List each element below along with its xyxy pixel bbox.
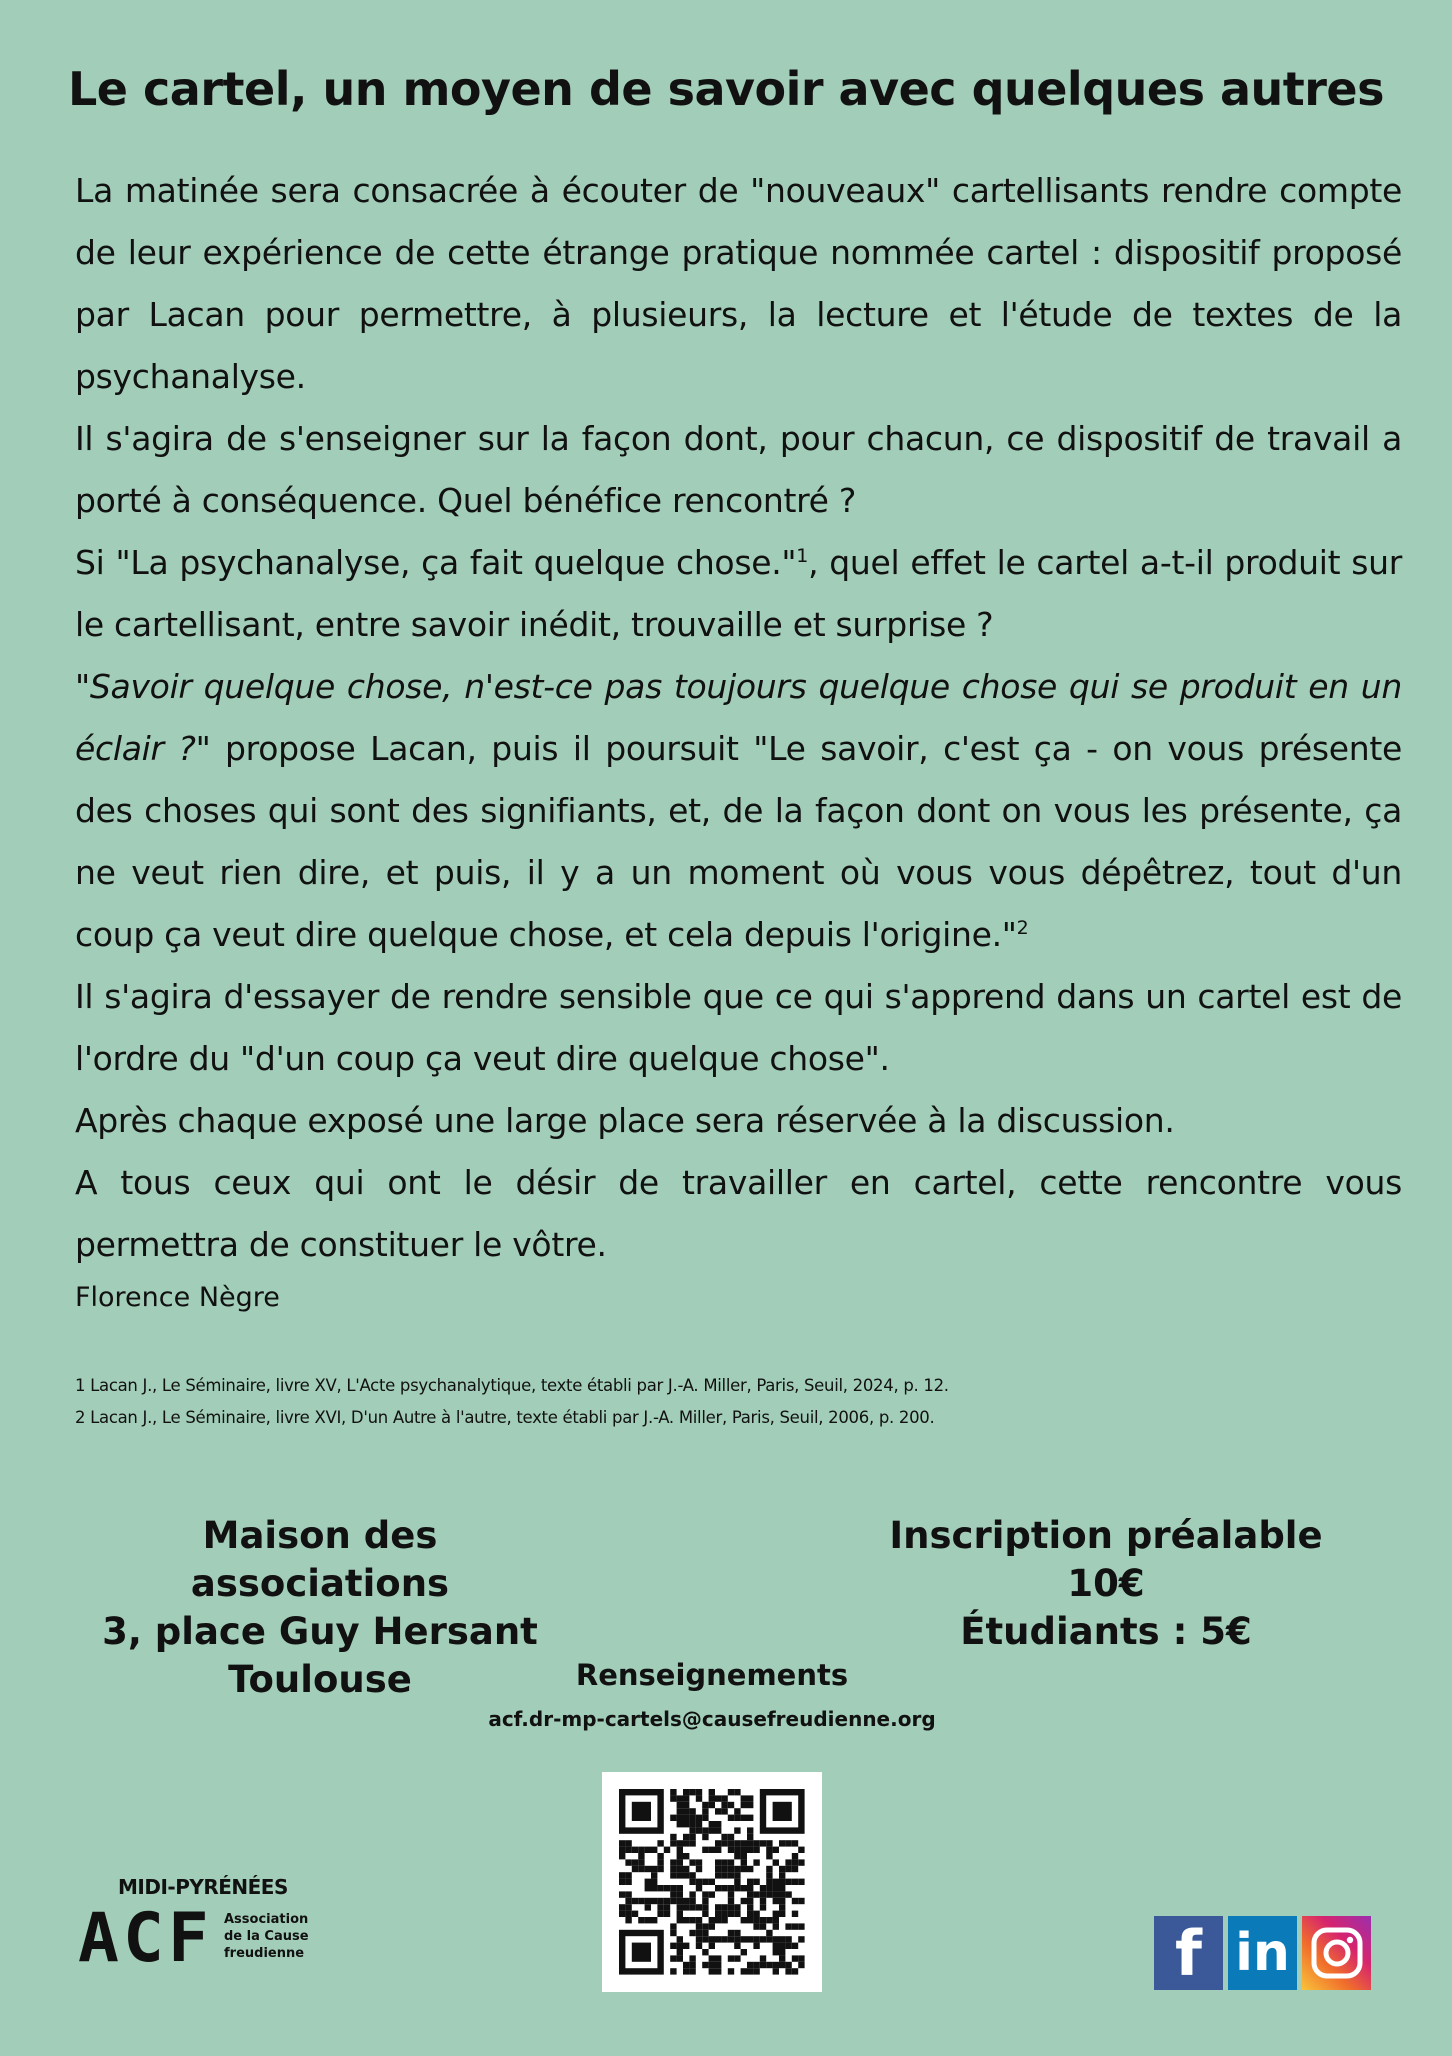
paragraph-intro: La matinée sera consacrée à écouter de "nouveaux" cartellisants rendre compte de leur expérience de cette étrange pratique nommée cartel : dispositif proposé par Lacan pour permettre, à plusieurs, la lecture et l'étude de textes de la psychanalyse. [75,171,1402,396]
facebook-icon[interactable]: f [1154,1916,1223,1990]
inscription-heading: Inscription préalable [889,1514,1323,1557]
inscription-block [860,1512,1352,1656]
logo-acronym: ACF [78,1899,213,1978]
paragraph-question: Si "La psychanalyse, ça fait quelque chose."$^1$, quel effet le cartel a-t-il produit sur le cartellisant, entre savoir inédit, trouvaille et surprise ? [75,543,1403,644]
qr-code-icon[interactable] [602,1772,822,1992]
paragraph-purpose: Il s'agira de s'enseigner sur la façon dont, pour chacun, ce dispositif de travail a porté à conséquence. Quel bénéfice rencontré ? [75,419,1402,520]
venue-city: Toulouse [228,1658,412,1701]
logo-region: MIDI-PYRÉNÉES [118,1875,288,1899]
inscription-student-price: Étudiants : 5€ [960,1610,1252,1653]
footnotes [75,1370,949,1434]
linkedin-icon[interactable]: in [1228,1916,1297,1990]
instagram-icon[interactable] [1302,1916,1371,1990]
contact-email[interactable]: acf.dr-mp-cartels@causefreudienne.org [488,1707,936,1731]
venue-name: Maison des associations [190,1514,450,1605]
body-text [75,160,1402,1276]
author: Florence Nègre [75,1282,280,1313]
paragraph-invitation: A tous ceux qui ont le désir de travailler en cartel, cette rencontre vous permettra de constituer le vôtre. [75,1163,1402,1264]
paragraph-discussion: Après chaque exposé une large place sera réservée à la discussion. [75,1101,1175,1140]
footnote-ref-1: 1 [796,545,809,567]
footnote-2: 2 Lacan J., Le Séminaire, livre XVI, D'un Autre à l'autre, texte établi par J.-A. Miller, Paris, Seuil, 2006, p. 200. [75,1408,935,1427]
paragraph-quote: "Savoir quelque chose, n'est-ce pas toujours quelque chose qui se produit en un éclair ?" propose Lacan, puis il poursuit "Le savoir, c'est ça - on vous présente des choses qui sont des signifiants, et, de la façon dont on vous les présente, ça ne veut rien dire, et puis, il y a un moment où vous vous dépêtrez, tout d'un coup ça veut dire quelque chose, et cela depuis l'origine."$^2$ [75,667,1402,954]
social-links [1154,1916,1371,1990]
page-title: Le cartel, un moyen de savoir avec quelques autres [67,62,1385,116]
footnote-ref-2: 2 [1016,917,1029,939]
venue-address: 3, place Guy Hersant [102,1610,538,1653]
info-heading: Renseignements [575,1658,849,1692]
paragraph-aim: Il s'agira d'essayer de rendre sensible que ce qui s'apprend dans un cartel est de l'ordre du "d'un coup ça veut dire quelque chose". [75,977,1402,1078]
lacan-quote: "Savoir quelque chose, n'est-ce pas toujours quelque chose qui se produit en un éclair ?" [75,667,1402,768]
inscription-price: 10€ [1067,1562,1145,1605]
acf-logo [78,1875,338,1985]
footnote-1: 1 Lacan J., Le Séminaire, livre XV, L'Acte psychanalytique, texte établi par J.-A. Miller, Paris, Seuil, 2024, p. 12. [75,1376,949,1395]
logo-full-name: Association de la Cause freudienne [224,1912,309,1961]
